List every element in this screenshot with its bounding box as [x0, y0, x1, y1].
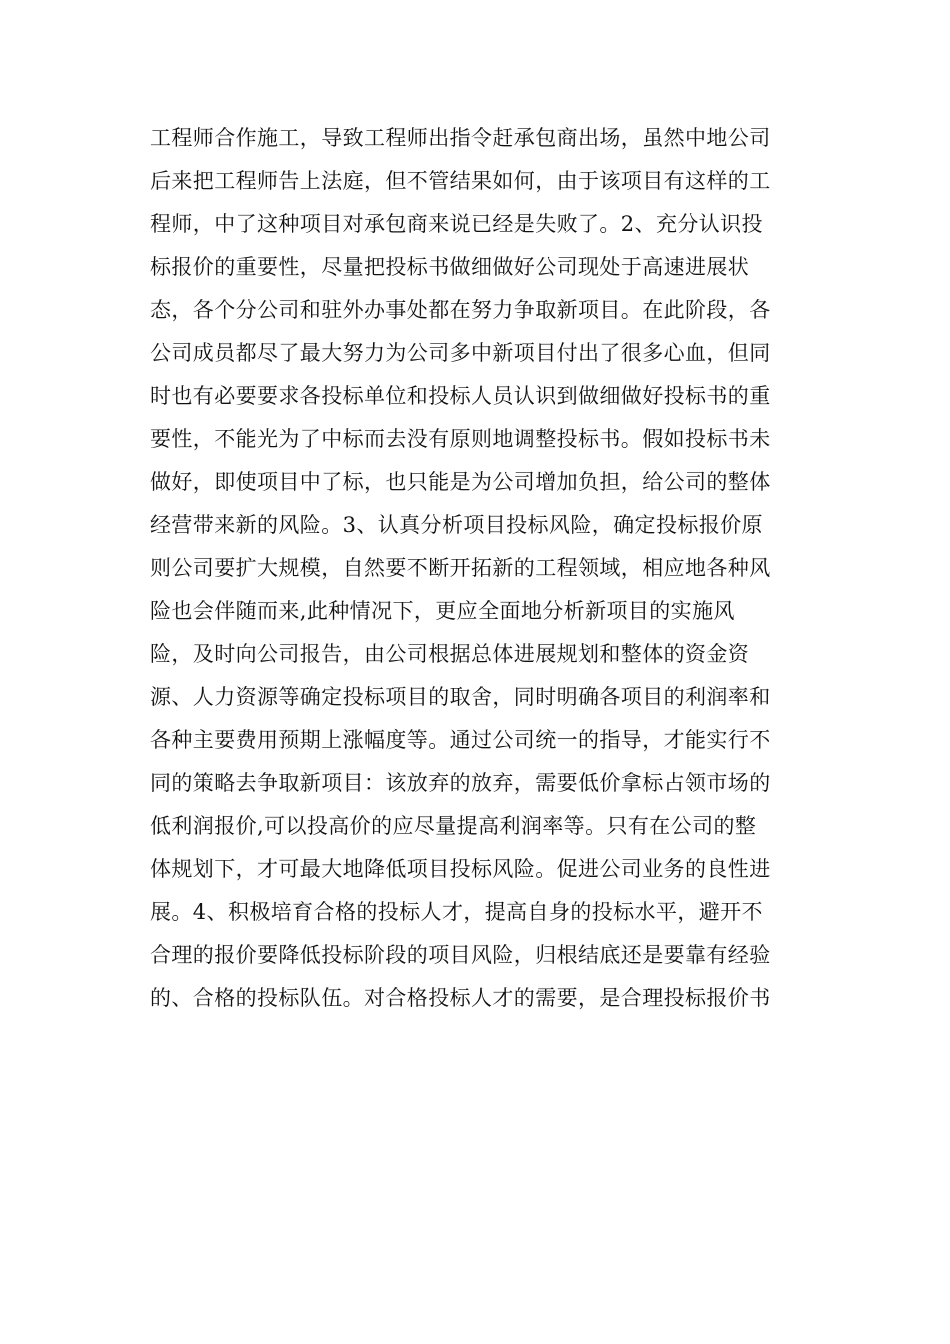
- text-line: 公司成员都尽了最大努力为公司多中新项目付出了很多心血，但同: [150, 341, 771, 365]
- text-line: 的、合格的投标队伍。对合格投标人才的需要，是合理投标报价书: [150, 986, 771, 1010]
- text-line: 态，各个分公司和驻外办事处都在努力争取新项目。在此阶段，各: [150, 298, 771, 322]
- text-line: 险也会伴随而来,此种情况下，更应全面地分析新项目的实施风: [150, 599, 735, 623]
- text-line: 时也有必要要求各投标单位和投标人员认识到做细做好投标书的重: [150, 384, 771, 408]
- text-line: 做好，即使项目中了标，也只能是为公司增加负担，给公司的整体: [150, 470, 771, 494]
- text-line: 程师，中了这种项目对承包商来说已经是失败了。2、充分认识投: [150, 212, 763, 236]
- text-line: 同的策略去争取新项目：该放弃的放弃，需要低价拿标占领市场的: [150, 771, 771, 795]
- text-line: 后来把工程师告上法庭，但不管结果如何，由于该项目有这样的工: [150, 169, 771, 193]
- text-line: 工程师合作施工，导致工程师出指令赶承包商出场，虽然中地公司: [150, 126, 771, 150]
- text-line: 源、人力资源等确定投标项目的取舍，同时明确各项目的利润率和: [150, 685, 771, 709]
- text-line: 要性，不能光为了中标而去没有原则地调整投标书。假如投标书未: [150, 427, 771, 451]
- text-line: 合理的报价要降低投标阶段的项目风险，归根结底还是要靠有经验: [150, 943, 771, 967]
- text-line: 经营带来新的风险。3、认真分析项目投标风险，确定投标报价原: [150, 513, 763, 537]
- body-text: [150, 117, 810, 1020]
- text-line: 体规划下，才可最大地降低项目投标风险。促进公司业务的良性进: [150, 857, 771, 881]
- text-line: 各种主要费用预期上涨幅度等。通过公司统一的指导，才能实行不: [150, 728, 771, 752]
- text-line: 标报价的重要性，尽量把投标书做细做好公司现处于高速进展状: [150, 255, 750, 279]
- text-line: 险，及时向公司报告，由公司根据总体进展规划和整体的资金资: [150, 642, 750, 666]
- text-line: 展。4、积极培育合格的投标人才，提高自身的投标水平，避开不: [150, 900, 763, 924]
- text-line: 则公司要扩大规模，自然要不断开拓新的工程领域，相应地各种风: [150, 556, 771, 580]
- text-line: 低利润报价,可以投高价的应尽量提高利润率等。只有在公司的整: [150, 814, 757, 838]
